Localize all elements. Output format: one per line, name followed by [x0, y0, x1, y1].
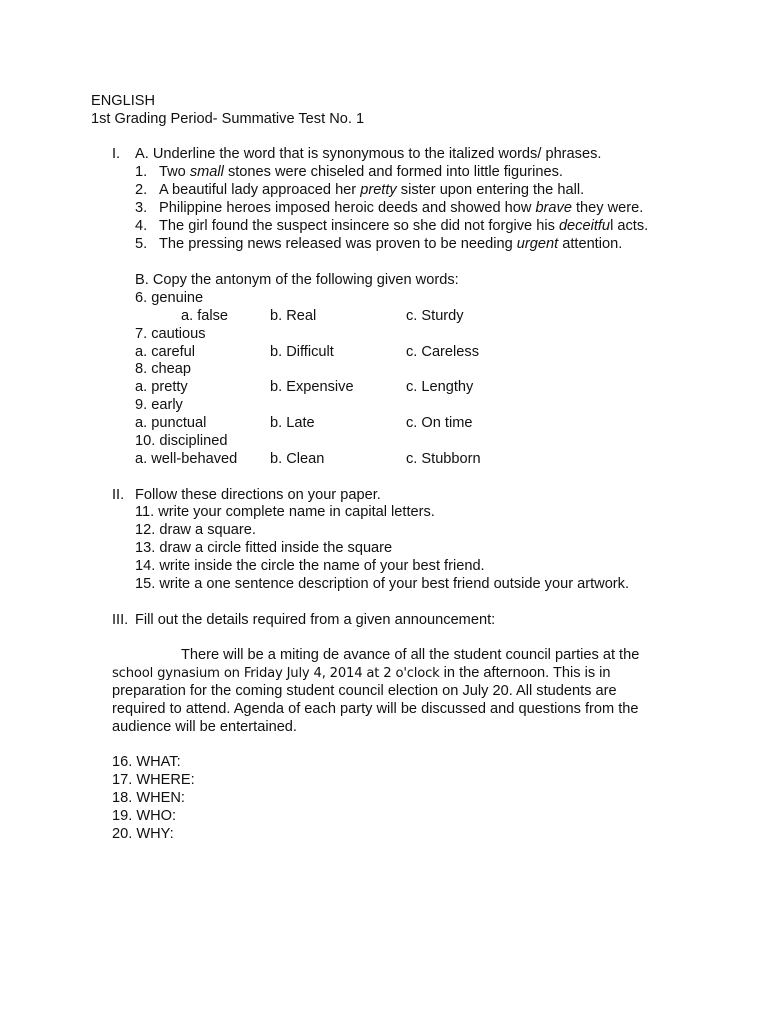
section-3-numeral: III.	[112, 612, 129, 628]
direction-item: 15. write a one sentence description of your best friend outside your artwork.	[135, 576, 630, 592]
section-2-numeral: II.	[112, 487, 125, 503]
antonym-choice-a: a. punctual	[135, 415, 207, 431]
antonym-word: 9. early	[135, 397, 183, 413]
announcement-line: There will be a miting de avance of all the student council parties at the	[181, 647, 640, 663]
announcement-question: 17. WHERE:	[112, 772, 195, 788]
synonym-question-number: 4.	[135, 218, 148, 234]
synonym-question: The pressing news released was proven to be needing urgent attention.	[159, 236, 623, 252]
antonym-choice-b: b. Expensive	[270, 379, 354, 395]
antonym-choice-b: b. Clean	[270, 451, 325, 467]
antonym-choice-c: c. Lengthy	[406, 379, 474, 395]
antonym-word: 10. disciplined	[135, 433, 228, 449]
announcement-question: 16. WHAT:	[112, 754, 181, 770]
direction-item: 13. draw a circle fitted inside the square	[135, 540, 393, 556]
synonym-question-number: 3.	[135, 200, 148, 216]
test-title: 1st Grading Period- Summative Test No. 1	[91, 111, 365, 127]
antonym-choice-a: a. well-behaved	[135, 451, 238, 467]
part-a-instruction: A. Underline the word that is synonymous to the italized words/ phrases.	[135, 146, 602, 162]
antonym-choice-b: b. Difficult	[270, 344, 334, 360]
subject-heading: ENGLISH	[91, 93, 156, 109]
announcement-line: preparation for the coming student council election on July 20. All students are	[112, 683, 617, 699]
antonym-word: 6. genuine	[135, 290, 204, 306]
antonym-choice-a: a. false	[181, 308, 229, 324]
antonym-choice-a: a. careful	[135, 344, 196, 360]
direction-item: 12. draw a square.	[135, 522, 256, 538]
antonym-choice-c: c. Sturdy	[406, 308, 464, 324]
direction-item: 11. write your complete name in capital letters.	[135, 504, 435, 520]
antonym-choice-c: c. On time	[406, 415, 473, 431]
antonym-choice-b: b. Late	[270, 415, 315, 431]
announcement-question: 18. WHEN:	[112, 790, 185, 806]
part-b-instruction: B. Copy the antonym of the following given words:	[135, 272, 459, 288]
antonym-choice-a: a. pretty	[135, 379, 188, 395]
synonym-question-number: 5.	[135, 236, 148, 252]
section-1-numeral: I.	[112, 146, 121, 162]
antonym-choice-b: b. Real	[270, 308, 317, 324]
section-2-instruction: Follow these directions on your paper.	[135, 487, 381, 503]
synonym-question: The girl found the suspect insincere so she did not forgive his deceitful acts.	[159, 218, 649, 234]
synonym-question: Philippine heroes imposed heroic deeds and showed how brave they were.	[159, 200, 644, 216]
synonym-question-number: 2.	[135, 182, 148, 198]
section-3-instruction: Fill out the details required from a given announcement:	[135, 612, 496, 628]
antonym-choice-c: c. Careless	[406, 344, 479, 360]
antonym-word: 7. cautious	[135, 326, 206, 342]
synonym-question-number: 1.	[135, 164, 148, 180]
antonym-word: 8. cheap	[135, 361, 191, 377]
announcement-question: 19. WHO:	[112, 808, 177, 824]
announcement-line: school gynasium on Friday July 4, 2014 at 2 o'clock in the afternoon. This is in	[112, 665, 611, 681]
announcement-line: audience will be entertained.	[112, 719, 297, 735]
direction-item: 14. write inside the circle the name of your best friend.	[135, 558, 485, 574]
announcement-question: 20. WHY:	[112, 826, 174, 842]
synonym-question: A beautiful lady approaced her pretty sister upon entering the hall.	[159, 182, 585, 198]
antonym-choice-c: c. Stubborn	[406, 451, 481, 467]
announcement-line: required to attend. Agenda of each party will be discussed and questions from the	[112, 701, 639, 717]
synonym-question: Two small stones were chiseled and formed into little figurines.	[159, 164, 563, 180]
